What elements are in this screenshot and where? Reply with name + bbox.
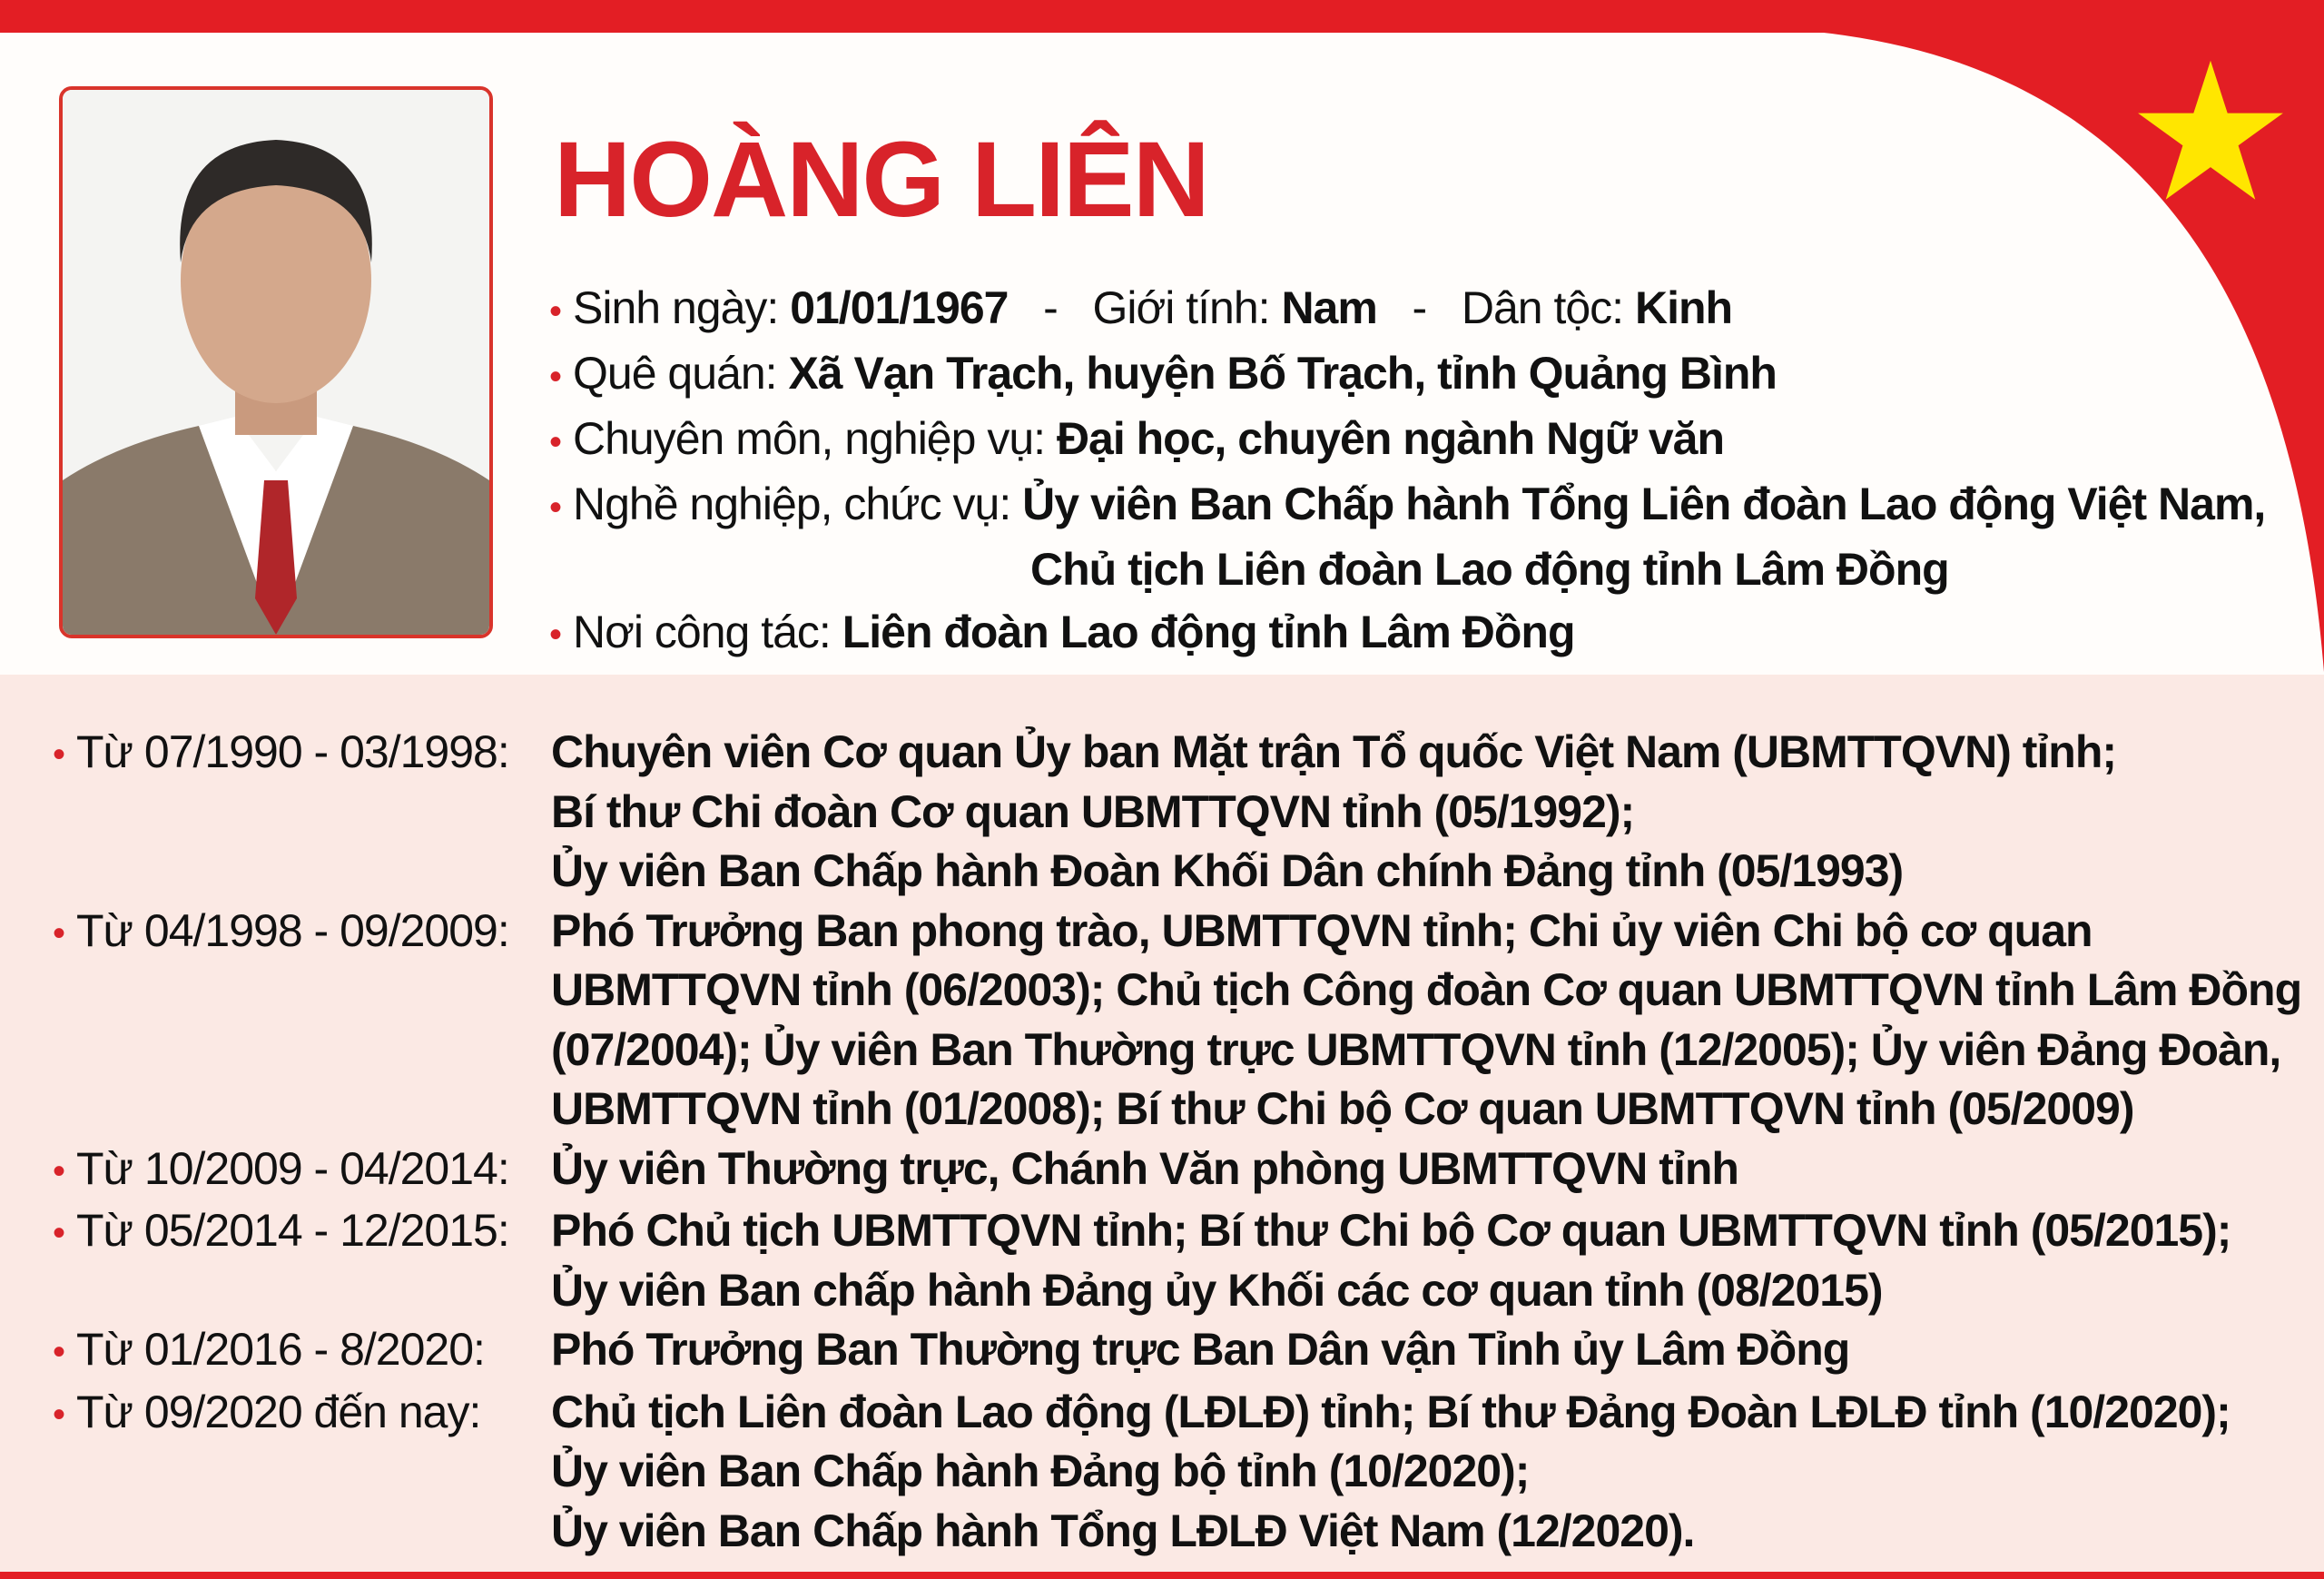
bullet-icon: • (549, 615, 562, 656)
description-line: Chủ tịch Liên đoàn Lao động (LĐLĐ) tỉnh; Bí thư Đảng Đoàn LĐLĐ tỉnh (10/2020); (551, 1386, 2230, 1437)
info-row-hometown (549, 342, 2265, 408)
history-entry (53, 902, 2301, 1140)
position-value-continued: Chủ tịch Liên đoàn Lao động tỉnh Lâm Đồng (1030, 544, 1949, 596)
period-text: Từ 10/2009 - 04/2014: (76, 1142, 509, 1194)
person-name: HOÀNG LIÊN (554, 120, 1208, 240)
history-description (551, 1320, 1849, 1383)
description-line: Ủy viên Ban chấp hành Đảng ủy Khối các cơ quan tỉnh (08/2015) (551, 1264, 1883, 1316)
description-line: Ủy viên Ban Chấp hành Đảng bộ tỉnh (10/2020); (551, 1446, 1530, 1497)
info-row-birth (549, 277, 2265, 342)
description-line: Chuyên viên Cơ quan Ủy ban Mặt trận Tổ quốc Việt Nam (UBMTTQVN) tỉnh; (551, 726, 2117, 777)
career-history-list (53, 723, 2301, 1561)
history-period (53, 1320, 551, 1383)
info-row-workplace (549, 601, 2265, 666)
description-line: Ủy viên Ban Chấp hành Tổng LĐLĐ Việt Nam (12/2020). (551, 1505, 1695, 1556)
bullet-icon: • (53, 1150, 65, 1191)
separator: - (1412, 282, 1427, 333)
education-label: Chuyên môn, nghiệp vụ: (573, 413, 1046, 465)
bullet-icon: • (53, 913, 65, 953)
history-entry (53, 1140, 2301, 1202)
period-text: Từ 07/1990 - 03/1998: (76, 726, 509, 777)
workplace-label: Nơi công tác: (573, 606, 831, 657)
history-entry (53, 1320, 2301, 1383)
position-label: Nghề nghiệp, chức vụ: (573, 479, 1011, 530)
birth-value: 01/01/1967 (790, 282, 1009, 333)
education-value: Đại học, chuyên ngành Ngữ văn (1056, 413, 1725, 465)
history-period (53, 902, 551, 1140)
description-line: UBMTTQVN tỉnh (01/2008); Bí thư Chi bộ Cơ quan UBMTTQVN tỉnh (05/2009) (551, 1083, 2134, 1134)
bullet-icon: • (53, 1213, 65, 1254)
position-value: Ủy viên Ban Chấp hành Tổng Liên đoàn Lao động Việt Nam, (1022, 479, 2266, 530)
description-line: Phó Trưởng Ban phong trào, UBMTTQVN tỉnh; Chi ủy viên Chi bộ cơ quan (551, 904, 2093, 956)
info-row-education (549, 408, 2265, 473)
ethnic-label: Dân tộc: (1461, 282, 1624, 333)
description-line: (07/2004); Ủy viên Ban Thường trực UBMTTQVN tỉnh (12/2005); Ủy viên Đảng Đoàn, (551, 1023, 2281, 1075)
info-row-position (549, 473, 2265, 538)
bullet-icon: • (53, 1394, 65, 1435)
bullet-icon: • (549, 291, 562, 331)
history-entry (53, 1201, 2301, 1320)
history-entry (53, 723, 2301, 902)
period-text: Từ 09/2020 đến nay: (76, 1386, 481, 1437)
ethnic-value: Kinh (1634, 282, 1733, 333)
personal-info (549, 277, 2265, 666)
description-line: Bí thư Chi đoàn Cơ quan UBMTTQVN tỉnh (05/1992); (551, 785, 1635, 837)
description-line: Ủy viên Thường trực, Chánh Văn phòng UBMTTQVN tỉnh (551, 1142, 1738, 1194)
history-period (53, 1383, 551, 1562)
description-line: Ủy viên Ban Chấp hành Đoàn Khối Dân chính Đảng tỉnh (05/1993) (551, 845, 1904, 896)
history-description (551, 902, 2301, 1140)
history-entry (53, 1383, 2301, 1562)
history-period (53, 1201, 551, 1320)
birth-label: Sinh ngày: (573, 282, 779, 333)
top-red-bar (0, 0, 2324, 33)
star-icon (2133, 54, 2288, 209)
history-description (551, 1201, 2230, 1320)
history-description (551, 723, 2116, 902)
bullet-icon: • (53, 735, 65, 775)
period-text: Từ 04/1998 - 09/2009: (76, 904, 509, 956)
gender-label: Giới tính: (1092, 282, 1270, 333)
bullet-icon: • (549, 356, 562, 397)
description-line: Phó Chủ tịch UBMTTQVN tỉnh; Bí thư Chi bộ Cơ quan UBMTTQVN tỉnh (05/2015); (551, 1205, 2231, 1257)
history-period (53, 1140, 551, 1202)
bottom-red-bar (0, 1572, 2324, 1579)
history-description (551, 1383, 2230, 1562)
bullet-icon: • (549, 487, 562, 528)
gender-value: Nam (1281, 282, 1377, 333)
hometown-value: Xã Vạn Trạch, huyện Bố Trạch, tỉnh Quảng Bình (788, 348, 1777, 400)
history-description (551, 1140, 1738, 1202)
hometown-label: Quê quán: (573, 348, 777, 400)
history-period (53, 723, 551, 902)
portrait-photo (59, 86, 493, 638)
bullet-icon: • (53, 1332, 65, 1373)
description-line: Phó Trưởng Ban Thường trực Ban Dân vận Tỉnh ủy Lâm Đồng (551, 1324, 1850, 1376)
period-text: Từ 05/2014 - 12/2015: (76, 1205, 509, 1257)
period-text: Từ 01/2016 - 8/2020: (76, 1324, 485, 1376)
separator: - (1043, 282, 1058, 333)
workplace-value: Liên đoàn Lao động tỉnh Lâm Đồng (842, 606, 1575, 657)
description-line: UBMTTQVN tỉnh (06/2003); Chủ tịch Công đoàn Cơ quan UBMTTQVN tỉnh Lâm Đồng (551, 964, 2302, 1015)
bullet-icon: • (549, 421, 562, 462)
